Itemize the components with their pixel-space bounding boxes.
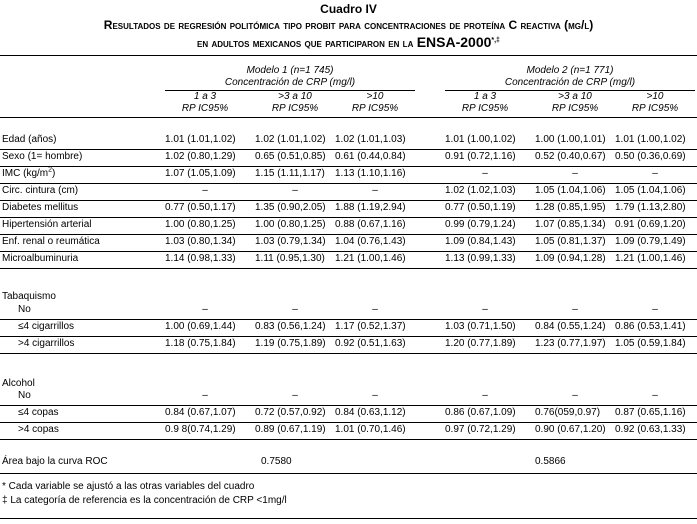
title-footnote-marks: *,‡ <box>491 37 500 44</box>
table-row <box>0 217 697 235</box>
table-cell: 0.92 (0.63,1.33) <box>615 424 686 435</box>
row-label <box>2 219 92 231</box>
row-label <box>18 407 59 419</box>
model-2-subtitle: Concentración de CRP (mg/l) <box>504 77 636 88</box>
table-cell: 1.03 (0.80,1.34) <box>165 236 236 247</box>
table-cell: 1.05 (0.81,1.37) <box>535 236 606 247</box>
table-cell: 1.17 (0.52,1.37) <box>335 321 406 332</box>
table-cell: 1.21 (1.00,1.46) <box>615 253 686 264</box>
table-row <box>0 336 697 354</box>
stat-header: RP IC95% <box>461 103 509 114</box>
stat-header: RP IC95% <box>271 103 319 114</box>
roc-model-1: 0.7580 <box>261 456 292 467</box>
table-number: Cuadro IV <box>320 2 377 16</box>
table-cell: 1.05 (1.04,1.06) <box>535 185 606 196</box>
model-1-name: Modelo 1 (n=1 745) <box>246 65 334 76</box>
column-header: >10 <box>366 91 384 102</box>
row-label-text: >4 copas <box>18 424 59 435</box>
table-cell: 0.91 (0.69,1.20) <box>615 219 686 230</box>
table-cell: 1.00 (1.00,1.01) <box>535 134 606 145</box>
table-cell: 1.00 (0.69,1.44) <box>165 321 236 332</box>
section-heading-tabaquismo: Tabaquismo <box>2 291 56 302</box>
footnote-2: ‡ La categoría de referencia es la concentración de CRP <1mg/l <box>2 495 287 506</box>
row-label <box>2 185 78 197</box>
row-label <box>18 390 31 402</box>
row-label-text: >4 cigarrillos <box>18 338 75 349</box>
table-cell: 0.84 (0.55,1.24) <box>535 321 606 332</box>
table-cell: – <box>202 304 208 315</box>
stat-header: RP IC95% <box>551 103 599 114</box>
model-1-subtitle: Concentración de CRP (mg/l) <box>224 77 356 88</box>
table-cell: – <box>292 304 298 315</box>
table-cell: – <box>372 304 378 315</box>
top-rule <box>0 55 697 56</box>
table-cell: 1.07 (0.85,1.34) <box>535 219 606 230</box>
table-cell: 1.20 (0.77,1.89) <box>445 338 516 349</box>
table-row <box>0 183 697 201</box>
table-cell: 0.88 (0.67,1.16) <box>335 219 406 230</box>
table-cell: 1.11 (0.95,1.30) <box>255 253 325 264</box>
table-cell: 0.90 (0.67,1.20) <box>535 424 606 435</box>
title-text: en adultos mexicanos que participaron en la <box>197 36 414 50</box>
table-cell: 1.35 (0.90,2.05) <box>255 202 326 213</box>
row-label-text: Enf. renal o reumática <box>2 236 100 247</box>
table-row <box>0 149 697 167</box>
roc-label: Área bajo la curva ROC <box>2 456 108 467</box>
table-row <box>0 405 697 423</box>
table-cell: 1.04 (0.76,1.43) <box>335 236 406 247</box>
table-cell: 1.02 (1.01,1.02) <box>255 134 326 145</box>
table-cell: 1.00 (0.80,1.25) <box>255 219 326 230</box>
table-cell: 0.84 (0.63,1.12) <box>335 407 406 418</box>
row-label <box>18 321 74 333</box>
table-row <box>0 388 697 406</box>
table-cell: 0.91 (0.72,1.16) <box>445 151 516 162</box>
column-header: 1 a 3 <box>193 91 217 102</box>
table-cell: – <box>292 390 298 401</box>
table-cell: – <box>652 304 658 315</box>
table-cell: – <box>292 185 298 196</box>
row-label-text: No <box>18 390 31 401</box>
table-cell: 0.97 (0.72,1.29) <box>445 424 516 435</box>
table-cell: 1.01 (1.01,1.02) <box>165 134 236 145</box>
row-label-text: ≤4 copas <box>18 407 59 418</box>
row-label <box>2 202 78 214</box>
table-cell: 1.00 (0.80,1.25) <box>165 219 236 230</box>
row-label-text: Circ. cintura (cm) <box>2 185 79 196</box>
table-cell: 0.65 (0.51,0.85) <box>255 151 326 162</box>
roc-model-2: 0.5866 <box>535 456 566 467</box>
table-title: Resultados de regresión politómica tipo probit para concentraciones de proteína C reactiva (mg/l) <box>103 18 594 32</box>
table-cell: 1.03 (0.71,1.50) <box>445 321 516 332</box>
stat-header: RP IC95% <box>631 103 679 114</box>
table-cell: – <box>482 390 488 401</box>
table-cell: 0.72 (0.57,0.92) <box>255 407 326 418</box>
table-cell: 0.86 (0.53,1.41) <box>615 321 686 332</box>
table-cell: – <box>572 390 578 401</box>
table-cell: – <box>482 304 488 315</box>
table-cell: 1.23 (0.77,1.97) <box>535 338 606 349</box>
table-cell: – <box>572 304 578 315</box>
table-cell: – <box>482 168 488 179</box>
row-label <box>2 236 100 248</box>
table-row <box>0 302 697 320</box>
row-label <box>18 304 31 316</box>
table-cell: 1.14 (0.98,1.33) <box>165 253 236 264</box>
column-header: >3 a 10 <box>278 91 312 102</box>
table-cell: 1.03 (0.79,1.34) <box>255 236 326 247</box>
table-cell: 0.84 (0.67,1.07) <box>165 407 236 418</box>
section-heading-alcohol: Alcohol <box>2 378 35 389</box>
table-cell: 0.61 (0.44,0.84) <box>335 151 406 162</box>
row-label-text: ≤4 cigarrillos <box>18 321 75 332</box>
row-label-text: Microalbuminuria <box>2 253 79 264</box>
table-cell: 1.02 (0.80,1.29) <box>165 151 236 162</box>
stat-header: RP IC95% <box>181 103 229 114</box>
row-label <box>2 134 56 146</box>
table-cell: – <box>202 185 208 196</box>
row-label <box>18 424 59 436</box>
table-cell: 0.50 (0.36,0.69) <box>615 151 686 162</box>
row-label-text: IMC (kg/m <box>2 168 49 179</box>
table-cell: 1.05 (0.59,1.84) <box>615 338 686 349</box>
table-cell: 1.13 (1.10,1.16) <box>335 168 406 179</box>
bottom-rule <box>0 473 697 474</box>
row-label-superscript: 2 <box>48 166 53 174</box>
table-cell: 0.89 (0.67,1.19) <box>255 424 326 435</box>
table-cell: 1.15 (1.11,1.17) <box>255 168 325 179</box>
model-2-name: Modelo 2 (n=1 771) <box>526 65 614 76</box>
table-cell: 1.18 (0.75,1.84) <box>165 338 236 349</box>
row-label-end: ) <box>52 168 56 179</box>
header-rule <box>0 117 697 118</box>
table-cell: 1.09 (0.79,1.49) <box>615 236 686 247</box>
table-cell: 0.99 (0.79,1.24) <box>445 219 516 230</box>
table-cell: 1.01 (1.00,1.02) <box>445 134 516 145</box>
table-cell: 0.83 (0.56,1.24) <box>255 321 326 332</box>
row-label <box>2 253 78 265</box>
table-title-line-2 <box>0 35 697 50</box>
row-label <box>2 168 55 180</box>
footnote-1: * Cada variable se ajustó a las otras variables del cuadro <box>2 481 255 492</box>
table-row <box>0 422 697 440</box>
row-label-text: Sexo (1= hombre) <box>2 151 83 162</box>
row-label-text: Diabetes mellitus <box>2 202 79 213</box>
column-header: >10 <box>646 91 664 102</box>
table-cell: 1.01 (1.00,1.02) <box>615 134 686 145</box>
table-cell: 0.86 (0.67,1.09) <box>445 407 516 418</box>
row-label <box>18 338 74 350</box>
row-label <box>2 151 82 163</box>
table-row <box>0 251 697 269</box>
row-label-text: Edad (años) <box>2 134 57 145</box>
table-cell: 0.87 (0.65,1.16) <box>615 407 686 418</box>
column-header: >3 a 10 <box>558 91 592 102</box>
table-cell: 1.02 (1.01,1.03) <box>335 134 406 145</box>
table-cell: 1.79 (1.13,2.80) <box>615 202 686 213</box>
table-cell: – <box>652 390 658 401</box>
table-cell: 1.01 (0.70,1.46) <box>335 424 406 435</box>
table-cell: 0.76(059,0.97) <box>535 407 601 418</box>
table-cell: 1.09 (0.84,1.43) <box>445 236 516 247</box>
column-header: 1 a 3 <box>473 91 497 102</box>
table-cell: 0.92 (0.51,1.63) <box>335 338 406 349</box>
table-row <box>0 132 697 150</box>
table-cell: 0.9 8(0.74,1.29) <box>165 424 236 435</box>
table-cell: 1.07 (1.05,1.09) <box>165 168 236 179</box>
table-row <box>0 200 697 218</box>
table-row <box>0 166 697 184</box>
table-cell: – <box>572 168 578 179</box>
table-cell: 1.21 (1.00,1.46) <box>335 253 406 264</box>
table-cell: 1.02 (1.02,1.03) <box>445 185 516 196</box>
table-cell: 1.09 (0.94,1.28) <box>535 253 606 264</box>
table-cell: – <box>652 168 658 179</box>
table-cell: – <box>372 185 378 196</box>
row-label-text: Hipertensión arterial <box>2 219 92 230</box>
table-row <box>0 319 697 337</box>
stat-header: RP IC95% <box>351 103 399 114</box>
footer-rule <box>0 518 697 519</box>
table-cell: 0.52 (0.40,0.67) <box>535 151 606 162</box>
table-cell: – <box>372 390 378 401</box>
table-cell: – <box>202 390 208 401</box>
table-cell: 1.19 (0.75,1.89) <box>255 338 326 349</box>
survey-name: ENSA-2000 <box>416 34 492 50</box>
table-cell: 0.77 (0.50,1.19) <box>445 202 516 213</box>
row-label-text: No <box>18 304 31 315</box>
table-cell: 1.05 (1.04,1.06) <box>615 185 686 196</box>
table-cell: 1.88 (1.19,2.94) <box>335 202 406 213</box>
table-row <box>0 234 697 252</box>
table-cell: 1.28 (0.85,1.95) <box>535 202 606 213</box>
table-cell: 0.77 (0.50,1.17) <box>165 202 236 213</box>
table-cell: 1.13 (0.99,1.33) <box>445 253 516 264</box>
